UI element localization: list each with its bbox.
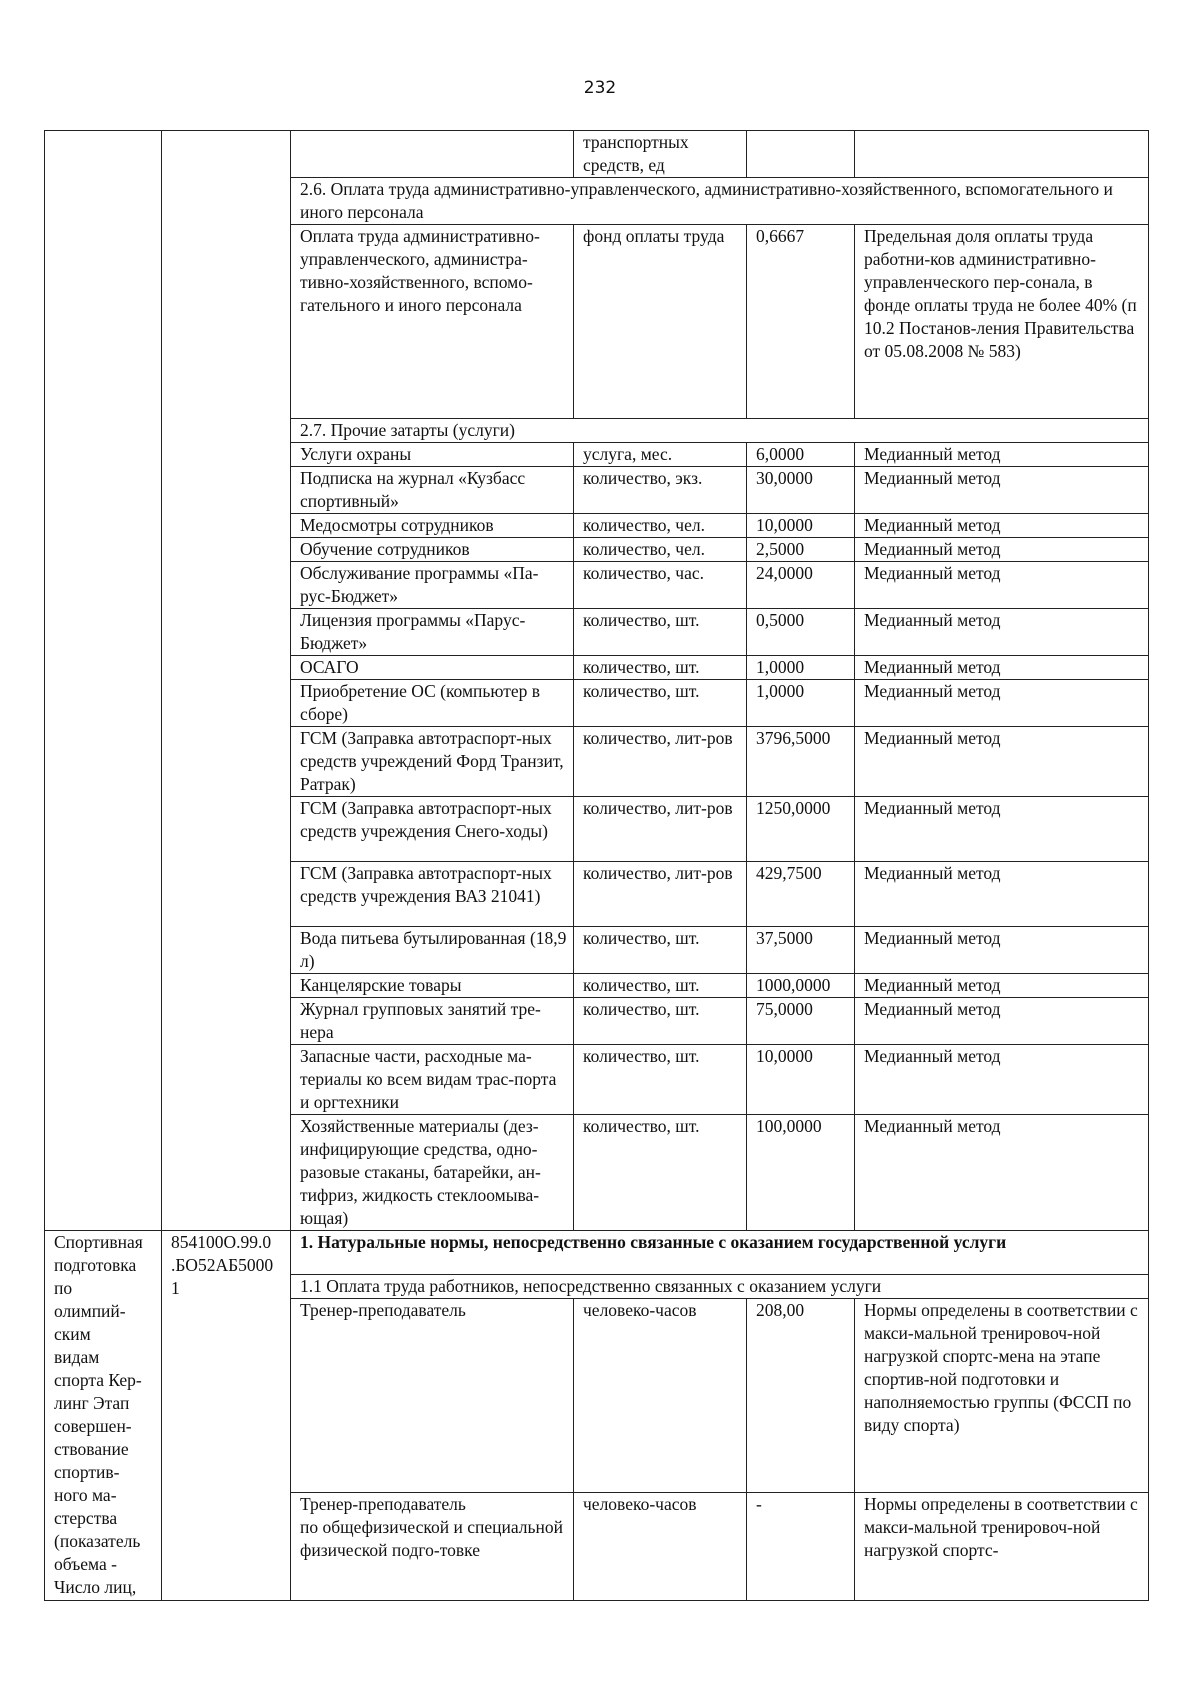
name-cell — [291, 131, 574, 178]
value-cell: - — [747, 1493, 855, 1601]
note-cell: Медианный метод — [855, 998, 1149, 1045]
name-cell: Тренер-преподаватель — [291, 1299, 574, 1493]
note-cell: Нормы определены в соответствии с макси-мальной тренировоч-ной нагрузкой спортс- — [855, 1493, 1149, 1601]
value-cell: 2,5000 — [747, 538, 855, 562]
unit-cell: количество, лит-ров — [574, 727, 747, 797]
value-cell: 0,6667 — [747, 225, 855, 419]
section-heading-row — [45, 1231, 1149, 1275]
value-cell — [747, 131, 855, 178]
note-cell: Медианный метод — [855, 609, 1149, 656]
value-cell: 1250,0000 — [747, 797, 855, 862]
note-cell: Медианный метод — [855, 1115, 1149, 1231]
value-cell: 3796,5000 — [747, 727, 855, 797]
unit-cell: количество, шт. — [574, 656, 747, 680]
value-cell: 30,0000 — [747, 467, 855, 514]
name-cell: Канцелярские товары — [291, 974, 574, 998]
unit-cell: количество, шт. — [574, 927, 747, 974]
name-cell: Лицензия программы «Парус-Бюджет» — [291, 609, 574, 656]
unit-cell: количество, чел. — [574, 538, 747, 562]
unit-cell: человеко-часов — [574, 1493, 747, 1601]
unit-cell: количество, шт. — [574, 609, 747, 656]
name-cell: Медосмотры сотрудников — [291, 514, 574, 538]
name-cell: ОСАГО — [291, 656, 574, 680]
note-cell: Предельная доля оплаты труда работни-ков административно-управленческого пер-сонала, в фонде оплаты труда не более 40% (п 10.2 Постанов-ления Правительства от 05.08.2008 № 583) — [855, 225, 1149, 419]
value-cell: 1,0000 — [747, 656, 855, 680]
name-cell: Подписка на журнал «Кузбасс спортивный» — [291, 467, 574, 514]
unit-cell: количество, шт. — [574, 998, 747, 1045]
value-cell: 1000,0000 — [747, 974, 855, 998]
note-cell: Медианный метод — [855, 514, 1149, 538]
name-cell: ГСМ (Заправка автотраспорт-ных средств учреждений Форд Транзит, Ратрак) — [291, 727, 574, 797]
note-cell: Медианный метод — [855, 927, 1149, 974]
value-cell: 208,00 — [747, 1299, 855, 1493]
name-cell: ГСМ (Заправка автотраспорт-ных средств учреждения Снего-ходы) — [291, 797, 574, 862]
note-cell: Медианный метод — [855, 974, 1149, 998]
value-cell: 6,0000 — [747, 443, 855, 467]
service-name-cell — [45, 131, 162, 1231]
unit-cell: количество, шт. — [574, 974, 747, 998]
unit-cell: транспортных средств, ед — [574, 131, 747, 178]
service-name-cell: Спортивная подготовка по олимпий- ским видам спорта Кер- линг Этап совершен- ствование спортив- ного ма- стерства (показатель объема - Число лиц, — [45, 1231, 162, 1601]
unit-cell: фонд оплаты труда — [574, 225, 747, 419]
value-cell: 24,0000 — [747, 562, 855, 609]
value-cell: 100,0000 — [747, 1115, 855, 1231]
section-heading-2-6: 2.6. Оплата труда административно-управленческого, административно-хозяйственного, вспомогательного и иного персонала — [291, 178, 1149, 225]
note-cell: Медианный метод — [855, 538, 1149, 562]
note-cell: Медианный метод — [855, 562, 1149, 609]
unit-cell: количество, лит-ров — [574, 862, 747, 927]
unit-cell: человеко-часов — [574, 1299, 747, 1493]
name-cell: Оплата труда административно-управленческого, администра-тивно-хозяйственного, вспомо-гательного и иного персонала — [291, 225, 574, 419]
value-cell: 75,0000 — [747, 998, 855, 1045]
name-cell: Услуги охраны — [291, 443, 574, 467]
name-cell: Вода питьева бутылированная (18,9 л) — [291, 927, 574, 974]
unit-cell: количество, шт. — [574, 1045, 747, 1115]
name-cell: ГСМ (Заправка автотраспорт-ных средств учреждения ВАЗ 21041) — [291, 862, 574, 927]
unit-cell: количество, шт. — [574, 680, 747, 727]
note-cell: Медианный метод — [855, 656, 1149, 680]
note-cell: Медианный метод — [855, 727, 1149, 797]
value-cell: 1,0000 — [747, 680, 855, 727]
note-cell: Медианный метод — [855, 467, 1149, 514]
note-cell: Медианный метод — [855, 680, 1149, 727]
name-cell: Тренер-преподаватель по общефизической и специальной физической подго-товке — [291, 1493, 574, 1601]
unit-cell: услуга, мес. — [574, 443, 747, 467]
registry-code-cell — [162, 131, 291, 1231]
name-cell: Обучение сотрудников — [291, 538, 574, 562]
value-cell: 0,5000 — [747, 609, 855, 656]
unit-cell: количество, лит-ров — [574, 797, 747, 862]
note-cell: Медианный метод — [855, 862, 1149, 927]
name-cell: Обслуживание программы «Па-рус-Бюджет» — [291, 562, 574, 609]
value-cell: 10,0000 — [747, 514, 855, 538]
section-heading-2-7: 2.7. Прочие затарты (услуги) — [291, 419, 1149, 443]
unit-cell: количество, чел. — [574, 514, 747, 538]
note-cell — [855, 131, 1149, 178]
normative-costs-table — [44, 130, 1149, 1601]
registry-code-cell: 854100О.99.0 .БО52АБ5000 1 — [162, 1231, 291, 1601]
value-cell: 10,0000 — [747, 1045, 855, 1115]
value-cell: 429,7500 — [747, 862, 855, 927]
note-cell: Нормы определены в соответствии с макси-мальной тренировоч-ной нагрузкой спортс-мена на этапе спортив-ной подготовки и наполняемостью группы (ФССП по виду спорта) — [855, 1299, 1149, 1493]
name-cell: Запасные части, расходные ма-териалы ко всем видам трас-порта и оргтехники — [291, 1045, 574, 1115]
table-body — [45, 131, 1149, 1601]
section-heading-1-1: 1.1 Оплата труда работников, непосредственно связанных с оказанием услуги — [291, 1275, 1149, 1299]
note-cell: Медианный метод — [855, 797, 1149, 862]
note-cell: Медианный метод — [855, 443, 1149, 467]
name-cell: Хозяйственные материалы (дез-инфицирующие средства, одно-разовые стаканы, батарейки, ан-тифриз, жидкость стеклоомыва-ющая) — [291, 1115, 574, 1231]
value-cell: 37,5000 — [747, 927, 855, 974]
section-heading-1: 1. Натуральные нормы, непосредственно связанные с оказанием государственной услуги — [291, 1231, 1149, 1275]
page-number: 232 — [583, 78, 617, 98]
note-cell: Медианный метод — [855, 1045, 1149, 1115]
unit-cell: количество, экз. — [574, 467, 747, 514]
unit-cell: количество, шт. — [574, 1115, 747, 1231]
name-cell: Приобретение ОС (компьютер в сборе) — [291, 680, 574, 727]
unit-cell: количество, час. — [574, 562, 747, 609]
table-row — [45, 131, 1149, 178]
name-cell: Журнал групповых занятий тре-нера — [291, 998, 574, 1045]
